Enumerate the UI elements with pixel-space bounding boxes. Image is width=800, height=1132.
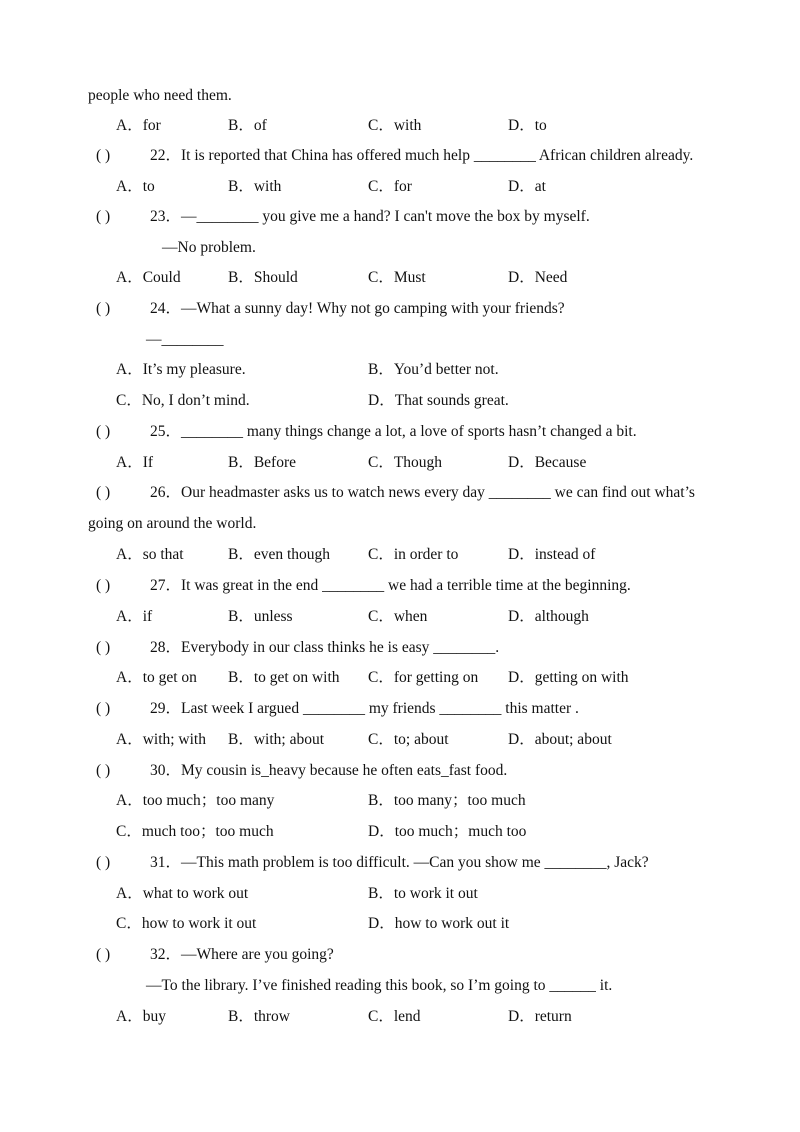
q26-option-a: A．so that <box>116 546 184 563</box>
q28-option-c: C．for getting on <box>368 669 479 686</box>
question-24-answer-slot: ( ) <box>96 300 111 317</box>
question-28-answer-slot: ( ) <box>96 639 111 656</box>
q31-option-b: B．to work it out <box>368 885 478 902</box>
question-27-text: 27．It was great in the end ________ we had a terrible time at the beginning. <box>150 577 631 594</box>
question-32-reply: —To the library. I’ve finished reading this book, so I’m going to ______ it. <box>146 977 613 994</box>
q21-option-c: C．with <box>368 117 422 134</box>
question-22-text: 22．It is reported that China has offered much help ________ African children already. <box>150 147 694 164</box>
question-32-answer-slot: ( ) <box>96 946 111 963</box>
q30-option-a: A．too much；too many <box>116 792 275 809</box>
q25-option-d: D．Because <box>508 454 587 471</box>
question-21-continuation: people who need them. <box>88 87 232 104</box>
q21-option-b: B．of <box>228 117 267 134</box>
q23-option-b: B．Should <box>228 269 298 286</box>
q26-option-b: B．even though <box>228 546 331 563</box>
q30-option-b: B．too many；too much <box>368 792 526 809</box>
question-23-text: 23．—________ you give me a hand? I can't move the box by myself. <box>150 208 590 225</box>
q21-option-a: A．for <box>116 117 161 134</box>
q27-option-d: D．although <box>508 608 589 625</box>
q23-option-d: D．Need <box>508 269 568 286</box>
q25-option-a: A．If <box>116 454 154 471</box>
question-26-text: 26．Our headmaster asks us to watch news every day ________ we can find out what’s <box>150 484 695 501</box>
q23-option-a: A．Could <box>116 269 181 286</box>
q27-option-c: C．when <box>368 608 428 625</box>
q26-option-d: D．instead of <box>508 546 596 563</box>
q24-option-b: B．You’d better not. <box>368 361 499 378</box>
q25-option-b: B．Before <box>228 454 297 471</box>
q28-option-b: B．to get on with <box>228 669 340 686</box>
q31-option-c: C．how to work it out <box>116 915 257 932</box>
question-26-continuation: going on around the world. <box>88 515 257 532</box>
q25-option-c: C．Though <box>368 454 443 471</box>
q24-option-d: D．That sounds great. <box>368 392 509 409</box>
q32-option-d: D．return <box>508 1008 572 1025</box>
q27-option-b: B．unless <box>228 608 293 625</box>
q29-option-c: C．to; about <box>368 731 449 748</box>
q27-option-a: A．if <box>116 608 153 625</box>
q22-option-d: D．at <box>508 178 546 195</box>
question-31-text: 31．—This math problem is too difficult. —Can you show me ________, Jack? <box>150 854 649 871</box>
q28-option-d: D．getting on with <box>508 669 629 686</box>
q32-option-c: C．lend <box>368 1008 421 1025</box>
question-31-answer-slot: ( ) <box>96 854 111 871</box>
q32-option-b: B．throw <box>228 1008 291 1025</box>
q24-option-a: A．It’s my pleasure. <box>116 361 246 378</box>
q22-option-b: B．with <box>228 178 282 195</box>
question-24-reply: —________ <box>146 331 224 348</box>
question-24-text: 24．—What a sunny day! Why not go camping with your friends? <box>150 300 565 317</box>
q29-option-d: D．about; about <box>508 731 612 748</box>
q23-option-c: C．Must <box>368 269 426 286</box>
q29-option-b: B．with; about <box>228 731 325 748</box>
q21-option-d: D．to <box>508 117 547 134</box>
question-30-answer-slot: ( ) <box>96 762 111 779</box>
q30-option-d: D．too much；much too <box>368 823 527 840</box>
question-28-text: 28．Everybody in our class thinks he is easy ________. <box>150 639 500 656</box>
question-27-answer-slot: ( ) <box>96 577 111 594</box>
q30-option-c: C．much too；too much <box>116 823 274 840</box>
q31-option-a: A．what to work out <box>116 885 249 902</box>
question-22-answer-slot: ( ) <box>96 147 111 164</box>
question-30-text: 30．My cousin is_heavy because he often eats_fast food. <box>150 762 508 779</box>
q22-option-a: A．to <box>116 178 155 195</box>
question-29-text: 29．Last week I argued ________ my friends ________ this matter . <box>150 700 579 717</box>
q26-option-c: C．in order to <box>368 546 459 563</box>
q24-option-c: C．No, I don’t mind. <box>116 392 250 409</box>
question-25-answer-slot: ( ) <box>96 423 111 440</box>
q31-option-d: D．how to work out it <box>368 915 510 932</box>
question-25-text: 25．________ many things change a lot, a love of sports hasn’t changed a bit. <box>150 423 637 440</box>
question-23-answer-slot: ( ) <box>96 208 111 225</box>
question-29-answer-slot: ( ) <box>96 700 111 717</box>
q22-option-c: C．for <box>368 178 412 195</box>
question-26-answer-slot: ( ) <box>96 484 111 501</box>
q32-option-a: A．buy <box>116 1008 166 1025</box>
question-23-reply: —No problem. <box>162 239 256 256</box>
question-32-text: 32．—Where are you going? <box>150 946 334 963</box>
q28-option-a: A．to get on <box>116 669 197 686</box>
q29-option-a: A．with; with <box>116 731 206 748</box>
